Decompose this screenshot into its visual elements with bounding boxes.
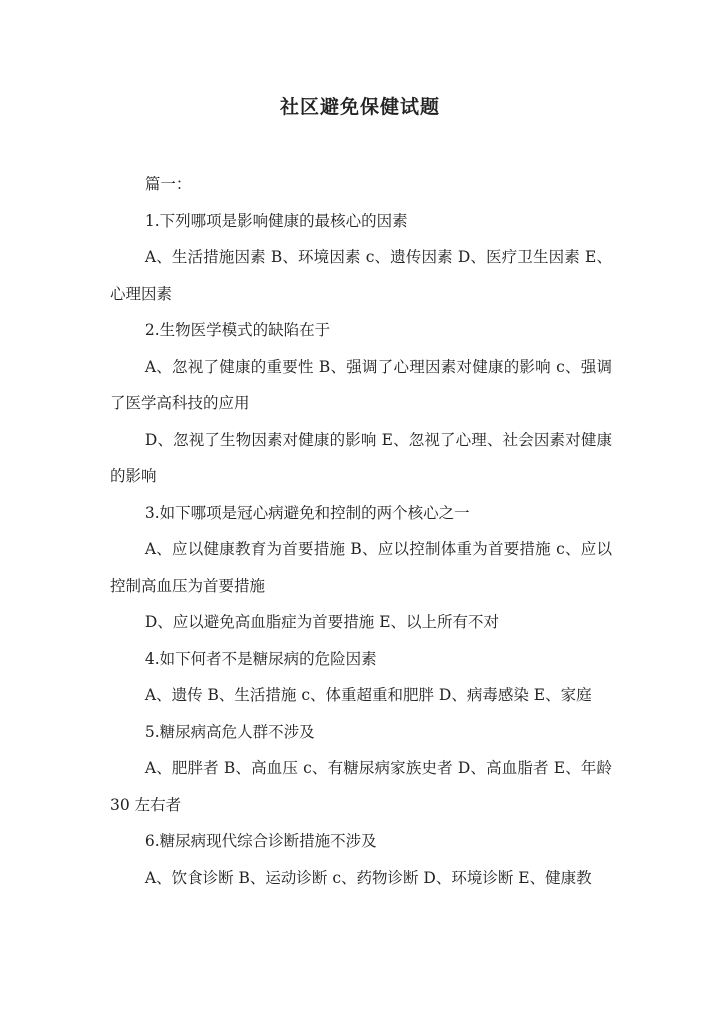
question-1: 1.下列哪项是影响健康的最核心的因素 (144, 211, 408, 230)
question-2-options-d-e: D、忽视了生物因素对健康的影响 E、忽视了心理、社会因素对健康的影响 (110, 430, 612, 485)
question-3: 3.如下哪项是冠心病避免和控制的两个核心之一 (144, 503, 470, 522)
question-2: 2.生物医学模式的缺陷在于 (144, 321, 331, 339)
question-3-options-a-c: A、应以健康教育为首要措施 B、应以控制体重为首要措施 c、应以控制高血压为首要措施 (110, 540, 612, 595)
question-5-options: A、肥胖者 B、高血压 c、有糖尿病家族史者 D、高血脂者 E、年龄 30 左右者 (110, 759, 612, 814)
question-4-options: A、遗传 B、生活措施 c、体重超重和肥胖 D、病毒感染 E、家庭 (144, 686, 592, 704)
section-heading: 篇一： (144, 175, 192, 193)
document-body (110, 166, 612, 896)
question-2-options-a-c: A、忽视了健康的重要性 B、强调了心理因素对健康的影响 c、强调了医学高科技的应用 (110, 357, 612, 412)
question-5: 5.糖尿病高危人群不涉及 (144, 722, 315, 741)
question-3-options-d-e: D、应以避免高血脂症为首要措施 E、以上所有不对 (144, 613, 500, 631)
question-1-options: A、生活措施因素 B、环境因素 c、遗传因素 D、医疗卫生因素 E、心理因素 (110, 248, 612, 303)
question-6-options: A、饮食诊断 B、运动诊断 c、药物诊断 D、环境诊断 E、健康教 (144, 868, 592, 887)
page-title: 社区避免保健试题 (279, 96, 440, 118)
question-6: 6.糖尿病现代综合诊断措施不涉及 (144, 832, 377, 850)
question-4: 4.如下何者不是糖尿病的危险因素 (144, 649, 377, 668)
